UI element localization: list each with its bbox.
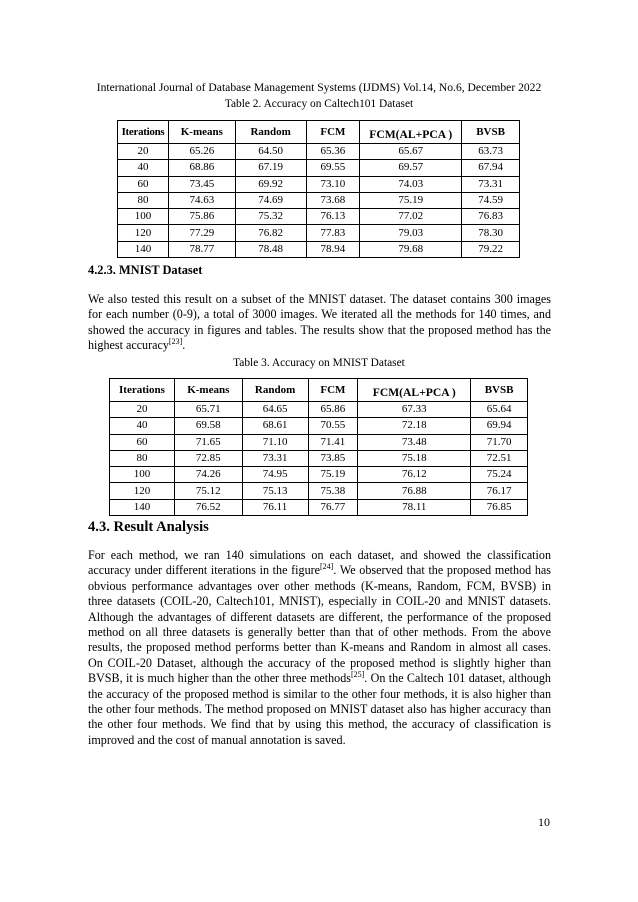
table3-header-row [110, 379, 528, 402]
table-cell: 75.12 [174, 483, 242, 499]
table-cell: 76.82 [235, 225, 306, 241]
table2-col-iterations: Iterations [118, 121, 169, 144]
mnist-paragraph-end: . [182, 338, 186, 353]
table-cell: 67.33 [358, 402, 471, 418]
table3-body [110, 402, 528, 516]
citation-23: [23] [168, 337, 183, 347]
table-cell: 64.65 [242, 402, 308, 418]
table-row [110, 499, 528, 515]
table3-col-iterations: Iterations [110, 379, 175, 402]
table-row [118, 192, 520, 208]
table-cell: 140 [118, 241, 169, 257]
table-cell: 74.59 [462, 192, 520, 208]
table-cell: 79.68 [360, 241, 462, 257]
table-cell: 100 [110, 467, 175, 483]
table-cell: 76.83 [462, 209, 520, 225]
table3-col-fcm-al-pca-label: FCM(AL+PCA ) [372, 385, 456, 399]
table-cell: 77.02 [360, 209, 462, 225]
mnist-paragraph-text: We also tested this result on a subset of the MNIST dataset. The dataset contains 300 images for each number (0-9), a total of 3000 images. We iterated all the methods for 140 times, and showed the accuracy in figures and tables. The results show that the proposed method has the highest accuracy [88, 292, 551, 353]
table-cell: 76.17 [471, 483, 528, 499]
table-row [110, 483, 528, 499]
table-cell: 67.94 [462, 160, 520, 176]
table-row [118, 225, 520, 241]
table-cell: 76.85 [471, 499, 528, 515]
table3 [109, 378, 528, 516]
table-row [110, 467, 528, 483]
table-cell: 76.77 [308, 499, 358, 515]
table-row [110, 402, 528, 418]
result-text-part1: For each method, we ran 140 simulations on each dataset, and showed the classification accuracy under different iterations in the figure [88, 548, 551, 578]
table-cell: 76.13 [306, 209, 360, 225]
table2-body [118, 144, 520, 258]
table-cell: 71.41 [308, 434, 358, 450]
table-cell: 73.45 [168, 176, 235, 192]
table3-col-fcm: FCM [308, 379, 358, 402]
table-cell: 65.64 [471, 402, 528, 418]
table-cell: 140 [110, 499, 175, 515]
table-cell: 69.57 [360, 160, 462, 176]
table-cell: 73.68 [306, 192, 360, 208]
table-row [118, 144, 520, 160]
table2-col-fcm: FCM [306, 121, 360, 144]
table-row [110, 418, 528, 434]
table-cell: 71.65 [174, 434, 242, 450]
table-cell: 75.18 [358, 450, 471, 466]
table-cell: 79.03 [360, 225, 462, 241]
table-cell: 76.11 [242, 499, 308, 515]
table-cell: 65.67 [360, 144, 462, 160]
table-cell: 70.55 [308, 418, 358, 434]
table-cell: 100 [118, 209, 169, 225]
table-cell: 78.48 [235, 241, 306, 257]
table-cell: 79.22 [462, 241, 520, 257]
table-cell: 74.26 [174, 467, 242, 483]
table-cell: 77.29 [168, 225, 235, 241]
table-cell: 68.61 [242, 418, 308, 434]
table2-col-random: Random [235, 121, 306, 144]
result-analysis-paragraph [88, 548, 551, 748]
table-cell: 20 [110, 402, 175, 418]
table-cell: 67.19 [235, 160, 306, 176]
table-cell: 71.70 [471, 434, 528, 450]
result-text-part2: . We observed that the proposed method has obvious performance advantages over other methods (K-means, Random, FCM, BVSB) in three datasets (COIL-20, Caltech101, MNIST), especially in COIL-20 and MNIST datasets. Although the advantages of different datasets are different, the performance of the proposed method on all three datasets is generally better than that of other methods. From the above results, the proposed method performs better than K-means and Random in almost all cases. On COIL-20 Dataset, although the accuracy of the proposed method is slightly higher than BVSB, it is much higher than the other three methods [88, 563, 551, 686]
table2 [117, 120, 520, 258]
table-cell: 74.03 [360, 176, 462, 192]
table-cell: 73.31 [462, 176, 520, 192]
table-cell: 74.63 [168, 192, 235, 208]
table-cell: 69.92 [235, 176, 306, 192]
table-cell: 40 [118, 160, 169, 176]
running-header: International Journal of Database Management Systems (IJDMS) Vol.14, No.6, December 2022 [96, 81, 542, 94]
table-cell: 76.12 [358, 467, 471, 483]
table-row [118, 209, 520, 225]
table2-caption: Table 2. Accuracy on Caltech101 Dataset [224, 98, 414, 110]
table-cell: 65.36 [306, 144, 360, 160]
table-row [110, 434, 528, 450]
result-text-part3: . On the Caltech 101 dataset, although the accuracy of the proposed method is similar to the other four methods, it is also higher than the other four methods. The method proposed on MNIST dataset also has higher accuracy than the other four methods. We find that by using this method, the accuracy of classification is improved and the cost of manual annotation is saved. [88, 671, 551, 747]
table-cell: 72.51 [471, 450, 528, 466]
table-cell: 74.69 [235, 192, 306, 208]
table-row [118, 176, 520, 192]
table-cell: 120 [110, 483, 175, 499]
table-cell: 73.10 [306, 176, 360, 192]
table-cell: 72.85 [174, 450, 242, 466]
table-cell: 73.48 [358, 434, 471, 450]
table-cell: 40 [110, 418, 175, 434]
table2-header-row [118, 121, 520, 144]
table-cell: 60 [118, 176, 169, 192]
table-row [118, 241, 520, 257]
table2-col-bvsb: BVSB [462, 121, 520, 144]
table-cell: 71.10 [242, 434, 308, 450]
table3-col-random: Random [242, 379, 308, 402]
table-cell: 69.55 [306, 160, 360, 176]
table-row [118, 160, 520, 176]
table-cell: 75.86 [168, 209, 235, 225]
table-cell: 77.83 [306, 225, 360, 241]
table-cell: 78.30 [462, 225, 520, 241]
table-cell: 64.50 [235, 144, 306, 160]
table-cell: 80 [118, 192, 169, 208]
table-cell: 75.19 [308, 467, 358, 483]
table-cell: 80 [110, 450, 175, 466]
table-cell: 78.77 [168, 241, 235, 257]
mnist-paragraph [88, 292, 551, 354]
page-number: 10 [538, 815, 550, 829]
table-cell: 75.38 [308, 483, 358, 499]
table3-col-bvsb: BVSB [471, 379, 528, 402]
table2-col-fcm-al-pca-label: FCM(AL+PCA ) [369, 127, 453, 141]
table-cell: 65.71 [174, 402, 242, 418]
table-cell: 75.32 [235, 209, 306, 225]
table2-col-fcm-al-pca [360, 121, 462, 144]
table-cell: 20 [118, 144, 169, 160]
table-cell: 69.94 [471, 418, 528, 434]
table-cell: 72.18 [358, 418, 471, 434]
table-cell: 65.86 [308, 402, 358, 418]
table-cell: 78.94 [306, 241, 360, 257]
table-cell: 75.13 [242, 483, 308, 499]
table-cell: 65.26 [168, 144, 235, 160]
table-cell: 69.58 [174, 418, 242, 434]
table-cell: 68.86 [168, 160, 235, 176]
table-cell: 74.95 [242, 467, 308, 483]
table-cell: 78.11 [358, 499, 471, 515]
table-cell: 75.24 [471, 467, 528, 483]
section-heading-mnist: 4.2.3. MNIST Dataset [88, 263, 203, 277]
citation-25: [25] [350, 670, 365, 680]
table-cell: 73.31 [242, 450, 308, 466]
table3-caption: Table 3. Accuracy on MNIST Dataset [233, 357, 405, 369]
table-cell: 63.73 [462, 144, 520, 160]
table3-col-fcm-al-pca [358, 379, 471, 402]
table-cell: 76.52 [174, 499, 242, 515]
section-heading-result-analysis: 4.3. Result Analysis [88, 519, 209, 535]
table-cell: 75.19 [360, 192, 462, 208]
table-cell: 60 [110, 434, 175, 450]
table-row [110, 450, 528, 466]
table2-col-kmeans: K-means [168, 121, 235, 144]
table-cell: 120 [118, 225, 169, 241]
table3-col-kmeans: K-means [174, 379, 242, 402]
table-cell: 76.88 [358, 483, 471, 499]
citation-24: [24] [320, 562, 334, 572]
table-cell: 73.85 [308, 450, 358, 466]
